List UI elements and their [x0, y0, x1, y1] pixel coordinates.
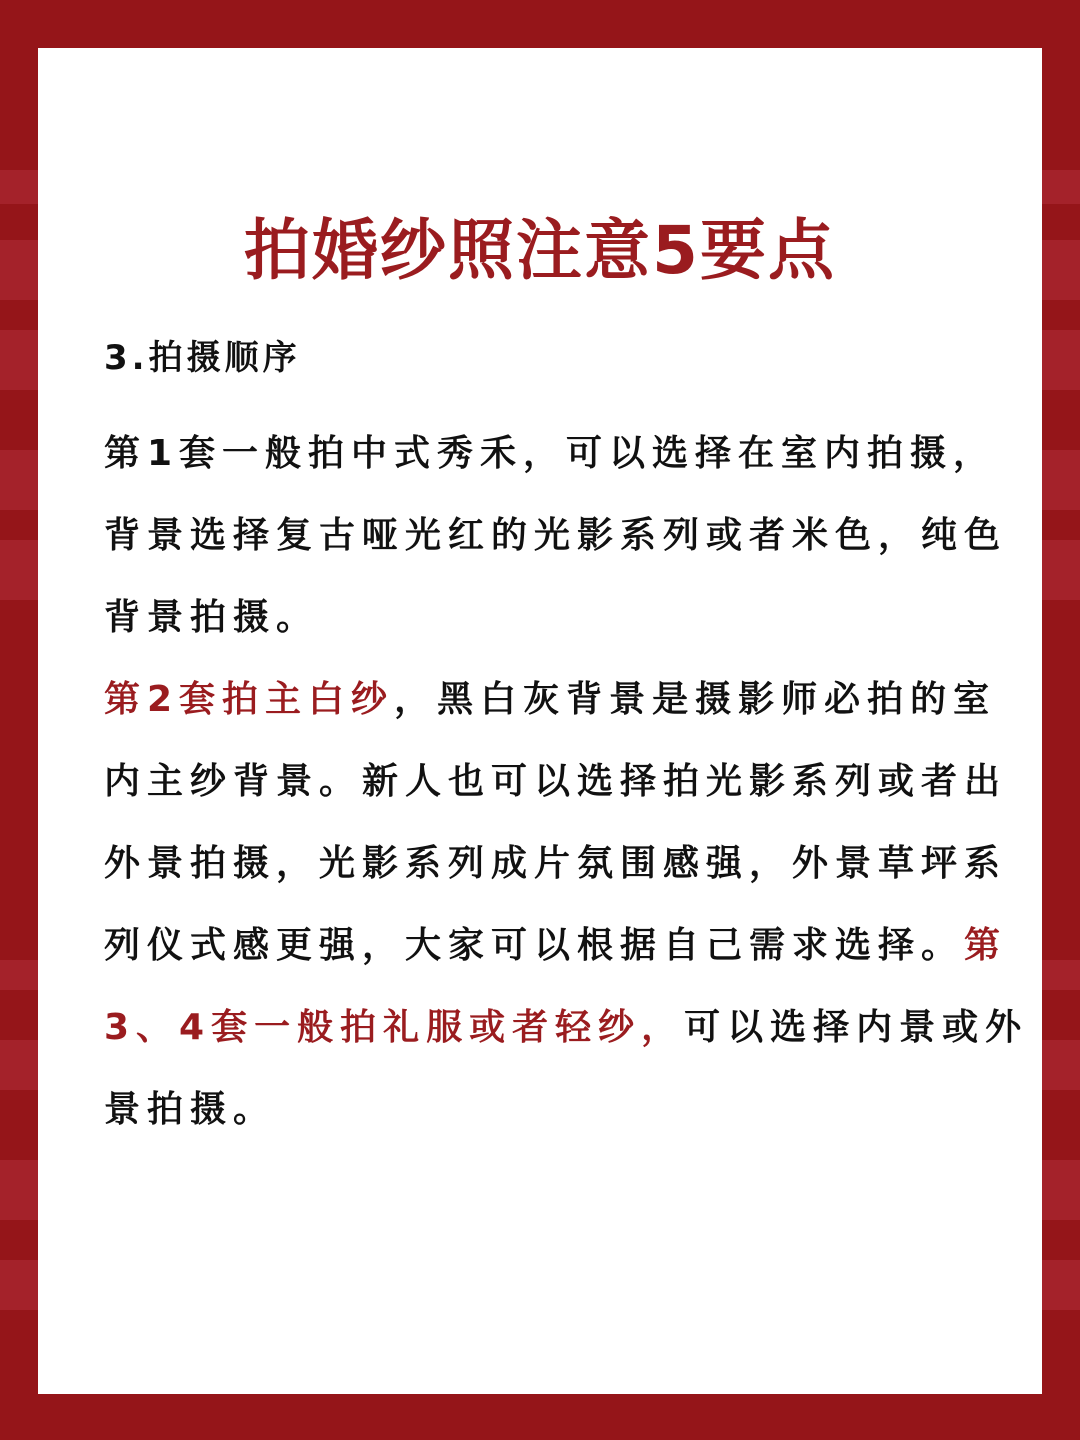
section-heading: 3.拍摄顺序: [104, 338, 301, 378]
paragraph-1: 第1套一般拍中式秀禾，可以选择在室内拍摄，背景选择复古哑光红的光影系列或者米色，纯色背景拍摄。: [104, 433, 1008, 638]
paragraph-2: [104, 659, 1039, 1151]
paragraph-2-ending: 可以选择内景或外景拍摄。: [104, 1007, 1029, 1130]
paragraph-2-text: ，黑白灰背景是摄影师必拍的室内主纱背景。新人也可以选择拍光影系列或者出外景拍摄，光影系列成片氛围感强，外景草坪系列仪式感更强，大家可以根据自己需求选择。: [104, 679, 1008, 966]
body-text: [104, 413, 1039, 1151]
highlight-set-2: 第2套拍主白纱: [104, 679, 395, 720]
content-card: [38, 48, 1042, 1394]
page-title: 拍婚纱照注意5要点: [244, 212, 836, 289]
highlight-set-3-4: 第3、4套一般拍礼服或者轻纱，: [104, 925, 1008, 1048]
